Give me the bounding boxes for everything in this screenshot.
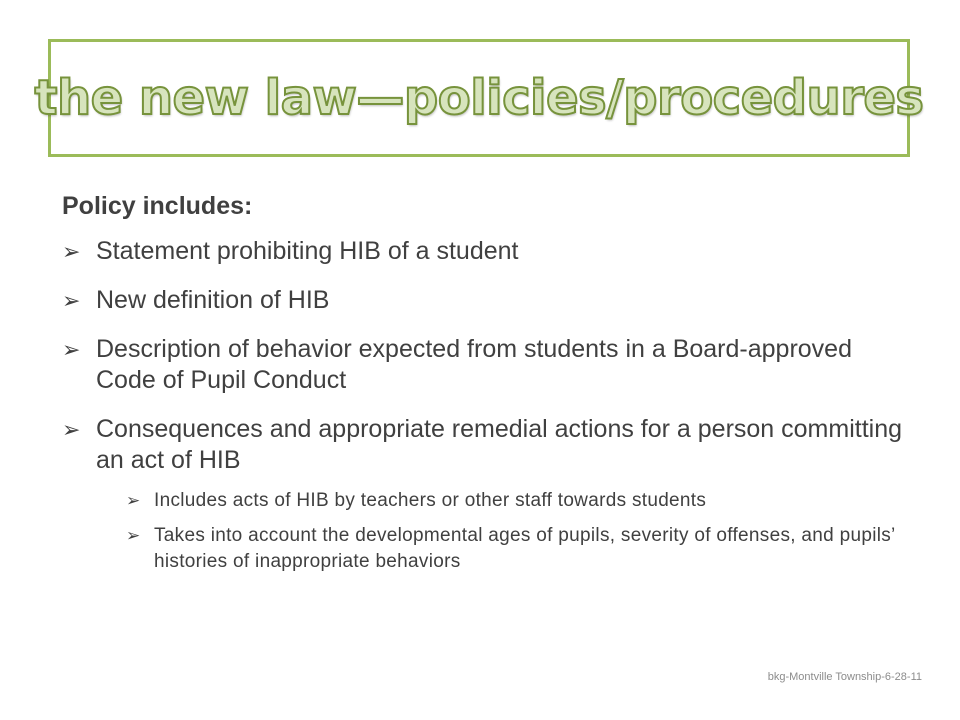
policy-heading: Policy includes: bbox=[62, 192, 253, 220]
arrow-bullet-icon: ➢ bbox=[62, 337, 81, 362]
slide-title: the new law—policies/procedures bbox=[34, 70, 924, 126]
sub-bullet-item-text: Includes acts of HIB by teachers or other staff towards students bbox=[154, 490, 707, 511]
bullet-item-text: Description of behavior expected from students in a Board-approved Code of Pupil Conduct bbox=[96, 335, 852, 394]
arrow-bullet-icon: ➢ bbox=[62, 417, 81, 442]
sub-bullet-item bbox=[62, 488, 912, 514]
title-box bbox=[34, 39, 924, 157]
bullet-item-text: New definition of HIB bbox=[96, 286, 330, 314]
bullet-item bbox=[62, 414, 912, 476]
slide-footer: bkg-Montville Township-6-28-11 bbox=[767, 671, 922, 683]
bullet-item-text: Consequences and appropriate remedial actions for a person committing an act of HIB bbox=[96, 415, 903, 474]
slide-content bbox=[62, 190, 912, 584]
arrow-bullet-icon: ➢ bbox=[126, 491, 141, 510]
sub-bullet-item-text: Takes into account the developmental ages of pupils, severity of offenses, and pupils’ histories of inappropriate behaviors bbox=[154, 525, 895, 572]
bullet-item bbox=[62, 334, 912, 396]
bullet-item-text: Statement prohibiting HIB of a student bbox=[96, 237, 519, 265]
sub-bullet-item bbox=[62, 523, 912, 575]
arrow-bullet-icon: ➢ bbox=[62, 288, 81, 313]
bullet-item bbox=[62, 236, 912, 267]
arrow-bullet-icon: ➢ bbox=[126, 526, 141, 545]
bullet-item bbox=[62, 285, 912, 316]
arrow-bullet-icon: ➢ bbox=[62, 239, 81, 264]
